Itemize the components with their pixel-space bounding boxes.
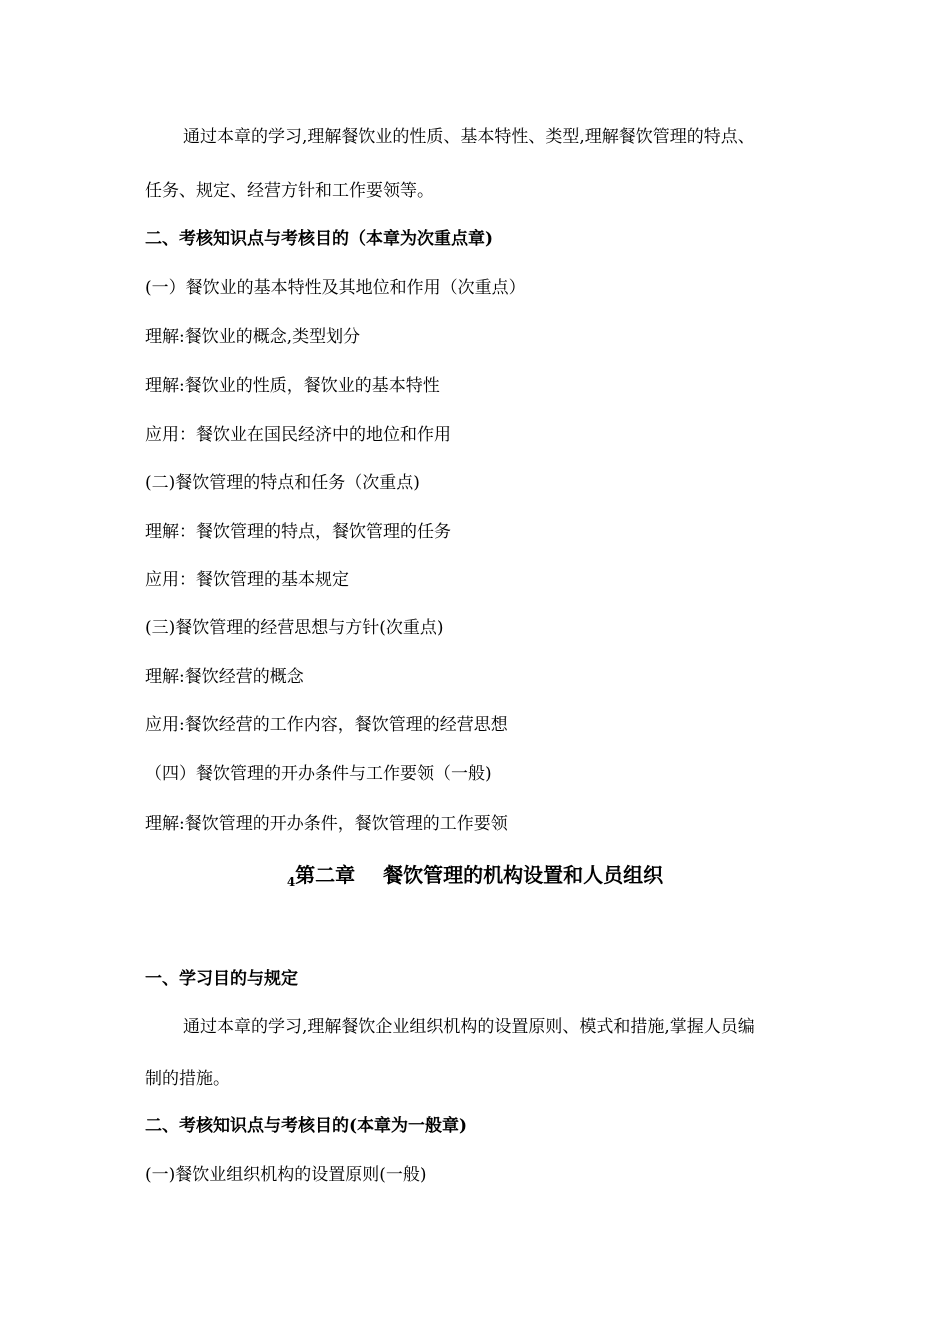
list-item: 应用：餐饮管理的基本规定 bbox=[145, 570, 349, 590]
list-item: 应用：餐饮业在国民经济中的地位和作用 bbox=[145, 425, 451, 445]
list-item: (一)餐饮业组织机构的设置原则(一般) bbox=[145, 1165, 427, 1185]
list-item: (二)餐饮管理的特点和任务（次重点) bbox=[145, 473, 420, 493]
chapter-title bbox=[0, 862, 950, 895]
list-item: （四）餐饮管理的开办条件与工作要领（一般) bbox=[145, 764, 492, 784]
list-item: 理解:餐饮经营的概念 bbox=[145, 667, 304, 687]
section-heading-learning-goals: 一、学习目的与规定 bbox=[145, 969, 298, 989]
section-heading-exam-points: 二、考核知识点与考核目的（本章为次重点章) bbox=[145, 229, 494, 249]
list-item: 理解:餐饮管理的开办条件，餐饮管理的工作要领 bbox=[145, 814, 508, 834]
list-item: (一）餐饮业的基本特性及其地位和作用（次重点） bbox=[145, 278, 526, 298]
goal-paragraph-line-1: 通过本章的学习,理解餐饮企业组织机构的设置原则、模式和措施,掌握人员编 bbox=[183, 1017, 755, 1037]
chapter-number: 第二章 bbox=[295, 863, 356, 887]
list-item: 理解：餐饮管理的特点，餐饮管理的任务 bbox=[145, 522, 451, 542]
list-item: 理解:餐饮业的性质，餐饮业的基本特性 bbox=[145, 376, 440, 396]
list-item: 理解:餐饮业的概念,类型划分 bbox=[145, 327, 361, 347]
intro-paragraph-line-2: 任务、规定、经营方针和工作要领等。 bbox=[145, 181, 434, 201]
chapter-marker: 4 bbox=[286, 875, 296, 889]
list-item: 应用:餐饮经营的工作内容，餐饮管理的经营思想 bbox=[145, 715, 508, 735]
chapter-name: 餐饮管理的机构设置和人员组织 bbox=[383, 863, 664, 887]
goal-paragraph-line-2: 制的措施。 bbox=[145, 1069, 230, 1089]
list-item: (三)餐饮管理的经营思想与方针(次重点) bbox=[145, 618, 444, 638]
section-heading-exam-points-ch2: 二、考核知识点与考核目的(本章为一般章) bbox=[145, 1116, 468, 1136]
intro-paragraph-line-1: 通过本章的学习,理解餐饮业的性质、基本特性、类型,理解餐饮管理的特点、 bbox=[183, 127, 755, 147]
